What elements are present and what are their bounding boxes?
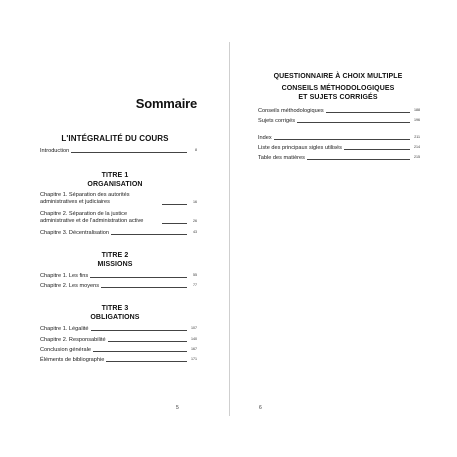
toc-entry-chapitre-3[interactable]: [40, 229, 197, 237]
titre3-name: OBLIGATIONS: [90, 314, 140, 321]
toc-entry-label: Chapitre 1. Les fins: [40, 272, 89, 279]
toc-entry-page: 77: [193, 283, 197, 287]
toc-entry-label: Conclusion générale: [40, 346, 91, 353]
toc-entry-legalite[interactable]: [40, 325, 197, 333]
titre2-name: MISSIONS: [97, 261, 133, 268]
dot-leader: [90, 277, 187, 278]
dot-leader: [297, 122, 410, 123]
dot-leader: [307, 159, 410, 160]
toc-entry-introduction[interactable]: [40, 147, 197, 155]
toc-entry-label: Sujets corrigés: [258, 117, 295, 124]
integralite-heading: L'INTÉGRALITÉ DU COURS: [61, 134, 169, 143]
dot-leader: [274, 139, 410, 140]
titre3-number: TITRE 3: [101, 305, 129, 312]
toc-entry-page: 188: [414, 108, 420, 112]
toc-entry-bibliographie[interactable]: [40, 356, 197, 364]
titre2-number: TITRE 2: [101, 252, 129, 259]
toc-entry-page: 43: [193, 230, 197, 234]
conseils-heading-line1: CONSEILS MÉTHODOLOGIQUES: [281, 85, 395, 92]
toc-entry-page: 107: [191, 326, 197, 330]
toc-entry-table-des-matieres[interactable]: [258, 154, 420, 162]
toc-entry-label: Introduction: [40, 147, 70, 154]
toc-entry-responsabilite[interactable]: [40, 336, 197, 344]
toc-entry-label: Chapitre 3. Décentralisation: [40, 229, 110, 236]
titre1-name: ORGANISATION: [87, 181, 143, 188]
dot-leader: [162, 223, 187, 224]
toc-entry-page: 26: [193, 218, 197, 223]
dot-leader: [326, 112, 410, 113]
toc-entry-label: Table des matières: [258, 154, 305, 161]
toc-entry-label: Conseils méthodologiques: [258, 107, 324, 114]
toc-entry-les-moyens[interactable]: [40, 282, 197, 290]
toc-entry-page: 167: [191, 347, 197, 351]
toc-entry-conclusion[interactable]: [40, 346, 197, 354]
qcm-heading: QUESTIONNAIRE À CHOIX MULTIPLE: [273, 73, 403, 80]
toc-entry-conseils[interactable]: [258, 107, 420, 115]
page-title: Sommaire: [135, 96, 197, 111]
toc-entry-page: 215: [414, 155, 420, 159]
dot-leader: [91, 330, 187, 331]
toc-entry-label: Chapitre 2. Les moyens: [40, 282, 100, 289]
toc-entry-les-fins[interactable]: [40, 272, 197, 280]
page-gutter: [229, 42, 230, 416]
toc-entry-sujets[interactable]: [258, 117, 420, 125]
toc-entry-page: 211: [414, 135, 420, 139]
dot-leader: [71, 152, 187, 153]
titre1-number: TITRE 1: [101, 172, 129, 179]
toc-entry-label: Chapitre 2. Séparation de la justice administrative et de l'administration active: [40, 211, 144, 224]
toc-entry-label: Index: [258, 134, 272, 141]
toc-entry-chapitre-1[interactable]: [40, 192, 197, 206]
dot-leader: [101, 287, 187, 288]
toc-entry-index[interactable]: [258, 134, 420, 142]
toc-entry-chapitre-2[interactable]: [40, 211, 197, 225]
page-number-right: 6: [259, 405, 262, 411]
toc-entry-page: 171: [191, 357, 197, 361]
toc-entry-page: 55: [193, 273, 197, 277]
toc-entry-sigles[interactable]: [258, 144, 420, 152]
dot-leader: [93, 351, 187, 352]
toc-entry-label: Chapitre 1. Séparation des autorités administratives et judiciaires: [40, 192, 130, 205]
toc-entry-page: 214: [414, 145, 420, 149]
toc-entry-label: Chapitre 1. Légalité: [40, 325, 89, 332]
conseils-heading-line2: ET SUJETS CORRIGÉS: [298, 94, 378, 101]
dot-leader: [108, 341, 187, 342]
page-number-left: 5: [176, 405, 179, 411]
toc-entry-label: Éléments de bibliographie: [40, 356, 105, 363]
dot-leader: [162, 204, 187, 205]
toc-entry-page: 8: [195, 148, 197, 152]
toc-entry-label: Liste des principaux sigles utilisés: [258, 144, 342, 151]
dot-leader: [344, 149, 410, 150]
toc-entry-page: 16: [193, 199, 197, 204]
toc-entry-page: 140: [191, 337, 197, 341]
toc-entry-label: Chapitre 2. Responsabilité: [40, 336, 106, 343]
dot-leader: [111, 234, 187, 235]
dot-leader: [106, 361, 187, 362]
toc-entry-page: 196: [414, 118, 420, 122]
